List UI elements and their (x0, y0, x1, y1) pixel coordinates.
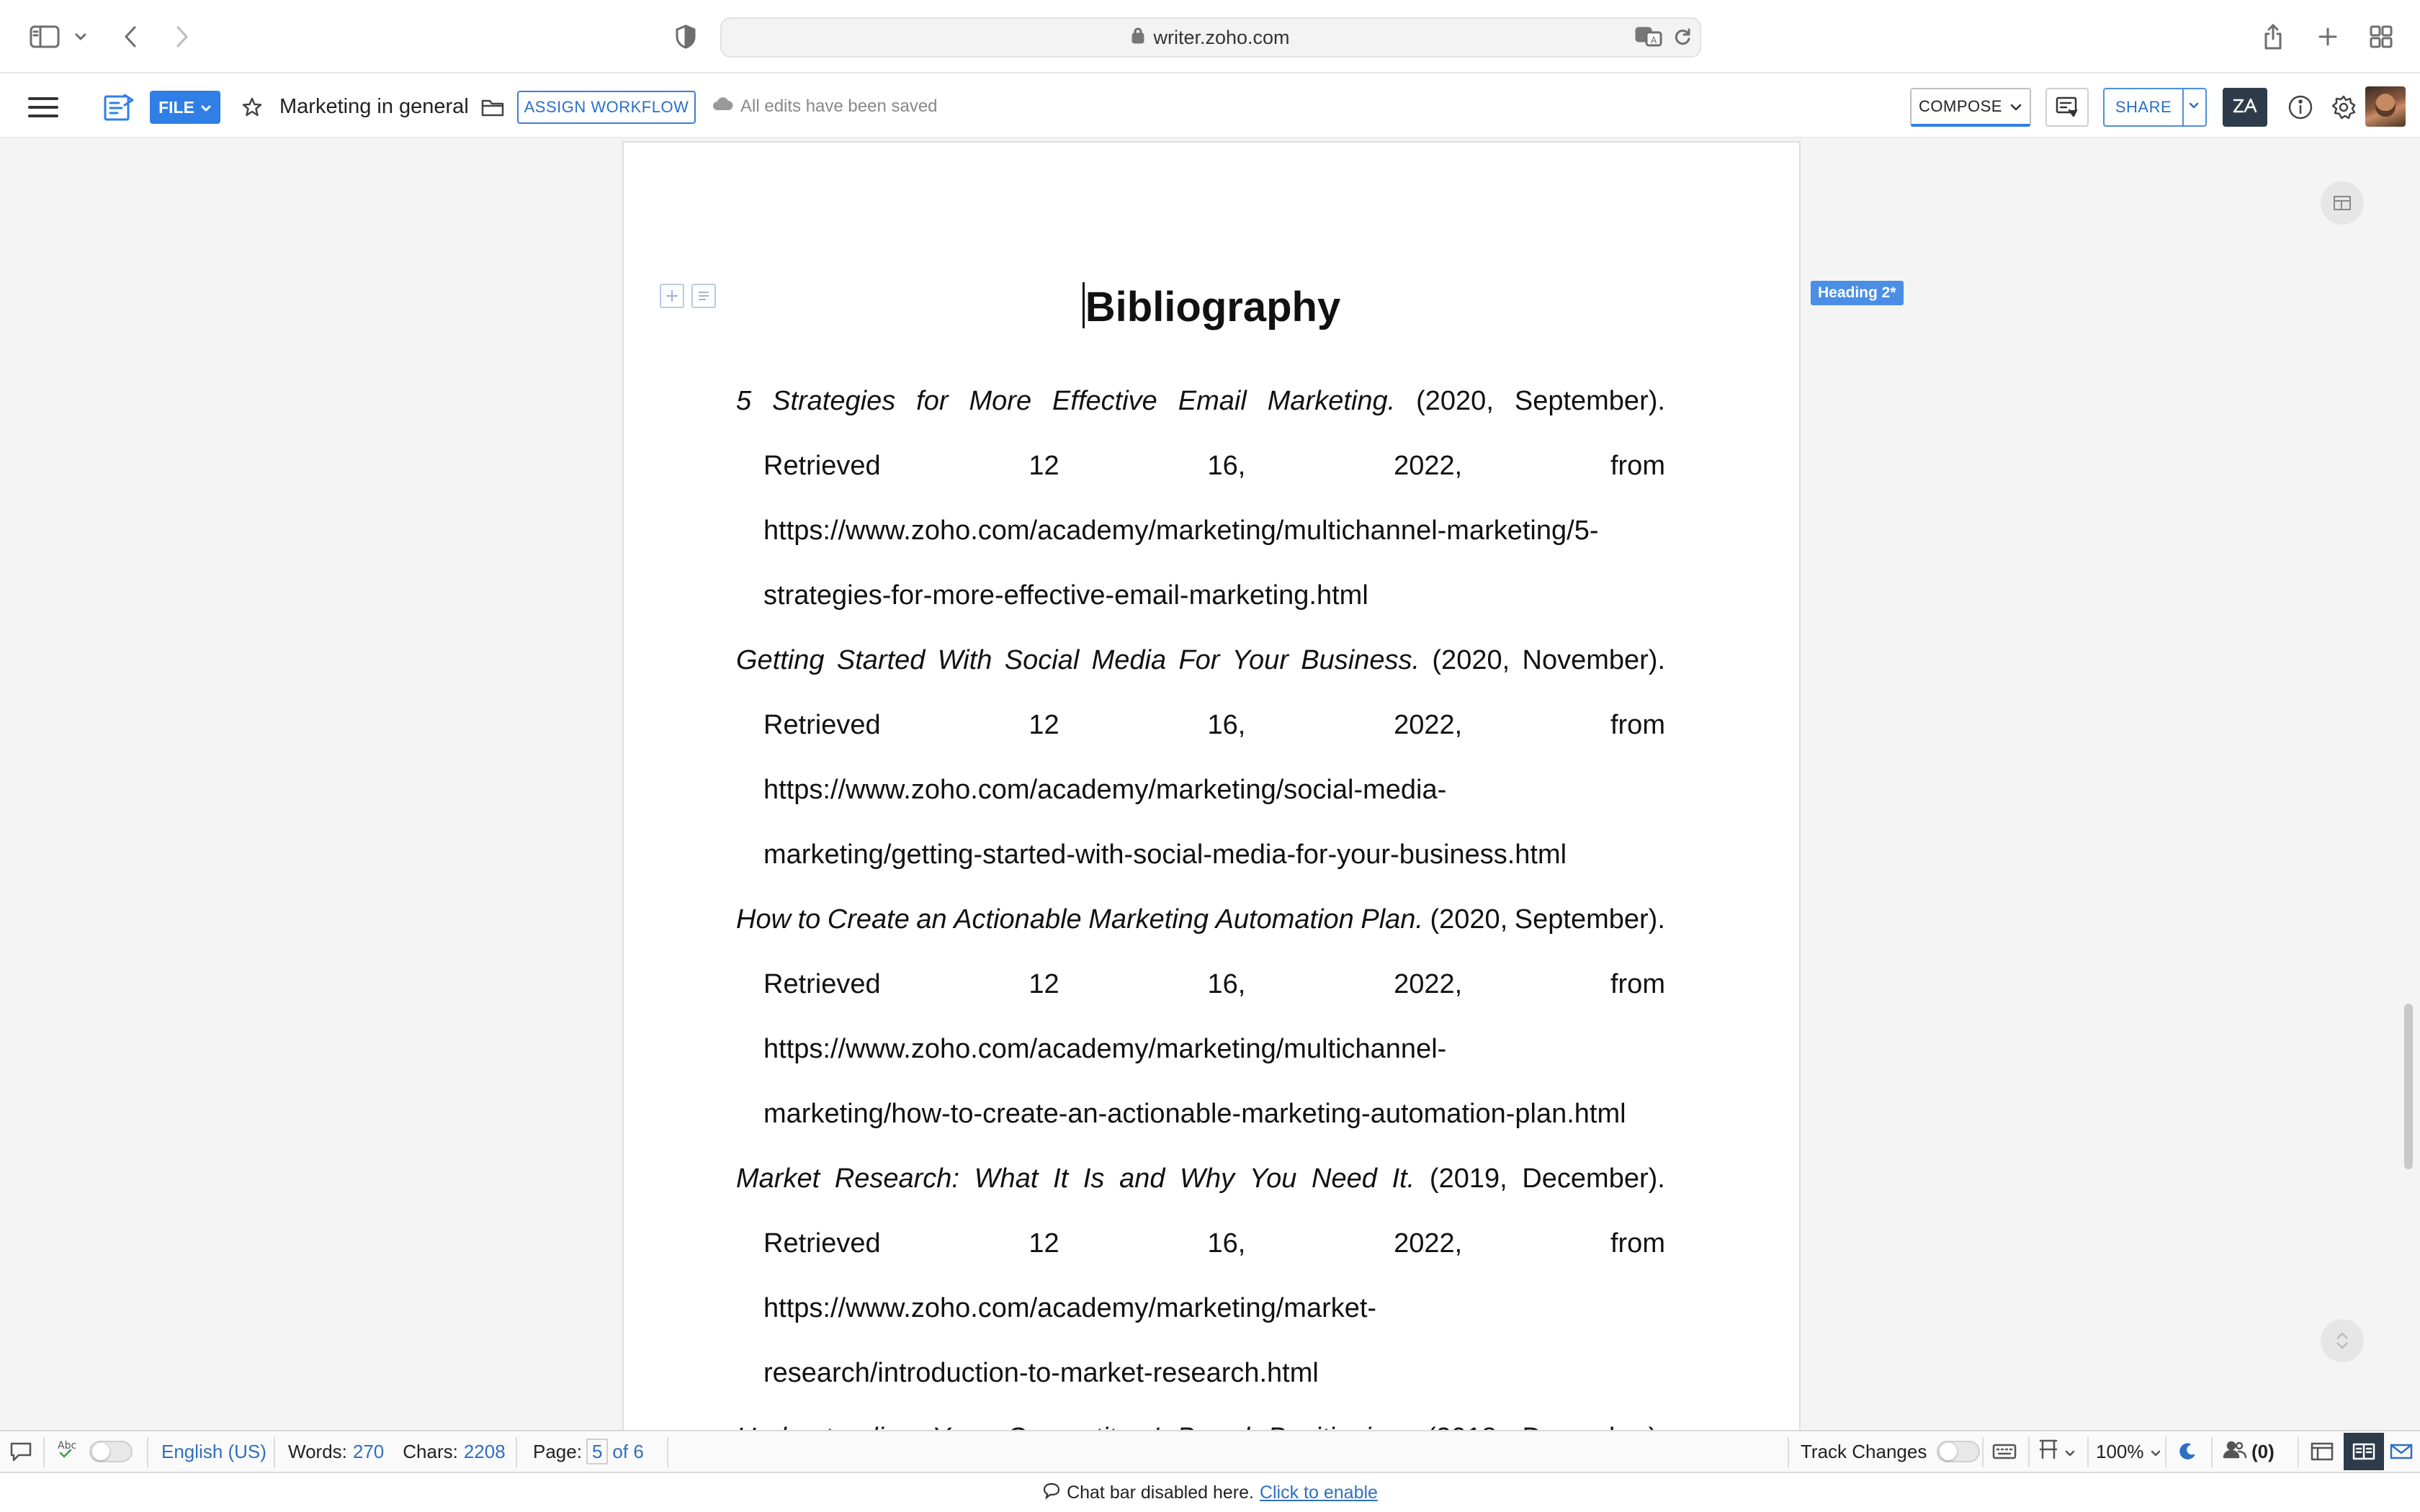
page-layout-icon (2038, 1439, 2058, 1465)
entry-retrieved-line (736, 693, 1665, 757)
word-count (288, 1431, 506, 1472)
translate-icon[interactable] (1634, 22, 1665, 52)
browser-chrome (0, 0, 2420, 73)
entry-retrieved-word: 16, (1207, 969, 1246, 999)
entry-retrieved-line (736, 952, 1665, 1017)
divider (516, 1437, 517, 1467)
entry-url: marketing/how-to-create-an-actionable-marketing-automation-plan.html (763, 1099, 1626, 1129)
document-canvas (0, 138, 2420, 1430)
bibliography-entry[interactable] (736, 1146, 1665, 1405)
svg-text:A: A (1651, 35, 1657, 45)
words-value: 270 (352, 1440, 385, 1462)
entry-title-line (736, 369, 1665, 433)
sidebar-toggle-icon[interactable] (26, 22, 63, 52)
entry-title-word: With (937, 645, 992, 675)
folder-icon[interactable] (478, 94, 507, 121)
zia-icon (2232, 96, 2258, 120)
entry-title-word: How (736, 904, 792, 935)
shield-icon[interactable] (670, 22, 702, 52)
chars-value: 2208 (463, 1440, 506, 1462)
zoom-value: 100% (2096, 1440, 2144, 1462)
entry-date-word: September). (1514, 386, 1665, 416)
entry-title-word: Market (736, 1164, 820, 1194)
page-number-input[interactable]: 5 (586, 1439, 608, 1464)
chevron-down-icon (200, 98, 212, 117)
entry-retrieved-word: Retrieved (763, 1228, 881, 1259)
save-status (712, 94, 938, 120)
document-title[interactable]: Marketing in general (279, 95, 469, 118)
entry-title-word: Is (1083, 1164, 1105, 1194)
words-label: Words: (288, 1440, 347, 1462)
tab-overview-icon[interactable] (2365, 22, 2397, 52)
text-cursor (1083, 282, 1085, 328)
assign-workflow-button[interactable]: ASSIGN WORKFLOW (517, 91, 696, 124)
entry-title-line (736, 1146, 1665, 1211)
entry-date-word: September). (1514, 904, 1665, 935)
entry-retrieved-line (736, 1211, 1665, 1276)
divider (147, 1437, 148, 1467)
entry-title-word: Email (1178, 386, 1247, 416)
entry-retrieved-word: 12 (1028, 1228, 1059, 1259)
enable-chat-link[interactable]: Click to enable (1259, 1482, 1378, 1503)
share-options-button[interactable] (2182, 88, 2207, 127)
chevron-down-icon (2009, 97, 2022, 116)
heading-text: Bibliography (1085, 284, 1341, 330)
book-view-icon[interactable] (2344, 1433, 2384, 1470)
collaborators-button[interactable] (2223, 1431, 2275, 1472)
compose-label: COMPOSE (1919, 97, 2002, 115)
entry-title-word: Need (1312, 1164, 1377, 1194)
comment-icon[interactable] (9, 1431, 33, 1472)
chevron-down-icon (2188, 101, 2200, 114)
chevron-down-icon (2150, 1441, 2161, 1463)
entry-retrieved-word: Retrieved (763, 710, 881, 740)
page-label: Page: (533, 1440, 582, 1462)
language-selector[interactable]: English (US) (161, 1440, 266, 1462)
entry-retrieved-word: 2022, (1394, 451, 1463, 481)
new-tab-icon[interactable] (2313, 22, 2342, 52)
spellcheck-switch[interactable] (89, 1441, 133, 1462)
hamburger-menu-icon[interactable] (26, 91, 60, 124)
save-status-text: All edits have been saved (740, 96, 938, 116)
entry-title-word: Marketing (1088, 904, 1209, 935)
night-mode-icon[interactable] (2177, 1431, 2197, 1472)
entry-title-word: Create (827, 904, 910, 935)
entry-title-word: Why (1180, 1164, 1235, 1194)
entry-retrieved-word: from (1610, 1228, 1665, 1259)
divider (43, 1437, 45, 1467)
file-label: FILE (158, 97, 194, 117)
entry-url: https://www.zoho.com/academy/marketing/market- (763, 1293, 1377, 1323)
divider (274, 1437, 275, 1467)
document-pane-icon[interactable] (101, 91, 137, 124)
entry-title-word: Started (836, 645, 926, 675)
divider (667, 1437, 668, 1467)
share-button[interactable]: SHARE (2103, 88, 2184, 127)
url-text: writer.zoho.com (1153, 26, 1290, 48)
share-icon[interactable] (2259, 22, 2287, 52)
document-page[interactable] (622, 141, 1801, 1509)
chat-disabled-message: Chat bar disabled here. (1067, 1482, 1254, 1503)
svg-text:Abc: Abc (58, 1439, 77, 1452)
entry-date-word: (2020, (1416, 386, 1494, 416)
entry-retrieved-word: 12 (1028, 710, 1059, 740)
entry-retrieved-word: 12 (1028, 969, 1059, 999)
keyboard-icon[interactable] (1992, 1431, 2017, 1472)
entry-retrieved-word: Retrieved (763, 451, 881, 481)
reload-icon[interactable] (1670, 22, 1695, 52)
entry-retrieved-word: from (1610, 710, 1665, 740)
forward-arrow-icon[interactable] (169, 22, 194, 52)
divider (2298, 1437, 2299, 1467)
entry-title-word: Getting (736, 645, 825, 675)
spellcheck-toggle[interactable] (56, 1431, 133, 1472)
review-icon[interactable] (2045, 88, 2089, 127)
back-arrow-icon[interactable] (118, 22, 144, 52)
zia-button[interactable] (2223, 88, 2267, 127)
entry-title-word: You (1249, 1164, 1297, 1194)
entry-retrieved-word: 16, (1207, 710, 1246, 740)
chat-icon (1042, 1482, 1061, 1504)
divider (1982, 1437, 1984, 1467)
web-view-icon[interactable] (2302, 1431, 2342, 1472)
entry-date-word: (2019, (1429, 1164, 1507, 1194)
entry-retrieved-word: from (1610, 969, 1665, 999)
status-bar (0, 1430, 2420, 1473)
entry-title-word: For (1178, 645, 1220, 675)
star-icon[interactable] (239, 94, 265, 121)
entry-retrieved-word: Retrieved (763, 969, 881, 999)
entry-title-word: Research: (834, 1164, 960, 1194)
chevron-down-icon (2064, 1441, 2076, 1463)
entry-title-word: Effective (1052, 386, 1157, 416)
entry-title-line (736, 887, 1665, 952)
entry-url: https://www.zoho.com/academy/marketing/social-media- (763, 775, 1447, 805)
address-bar[interactable] (720, 17, 1701, 58)
page-indicator (533, 1431, 644, 1472)
chevron-down-icon[interactable] (71, 22, 91, 52)
compose-button[interactable] (1910, 88, 2031, 127)
collaborators-count: (0) (2251, 1440, 2275, 1462)
entry-retrieved-word: 2022, (1394, 710, 1463, 740)
divider (1788, 1437, 1789, 1467)
bibliography-entry[interactable] (736, 369, 1665, 628)
entry-url: https://www.zoho.com/academy/marketing/multichannel-marketing/5- (763, 516, 1599, 546)
entry-title-word: Automation (1215, 904, 1354, 935)
divider (2211, 1437, 2213, 1467)
entry-date-word: (2020, (1432, 645, 1510, 675)
entry-title-word: What (974, 1164, 1039, 1194)
entry-title-word: 5 (736, 386, 752, 416)
entry-title-word: to (797, 904, 821, 935)
cloud-icon (712, 94, 733, 120)
divider (2087, 1437, 2089, 1467)
people-icon (2223, 1439, 2247, 1464)
entry-title-line (736, 628, 1665, 693)
entry-retrieved-word: 2022, (1394, 969, 1463, 999)
entry-retrieved-word: 2022, (1394, 1228, 1463, 1259)
bibliography-heading[interactable] (624, 282, 1799, 333)
entry-title-word: Media (1091, 645, 1167, 675)
track-changes-label: Track Changes (1801, 1440, 1927, 1462)
track-changes-switch[interactable] (1937, 1441, 1980, 1462)
entry-retrieved-word: 12 (1028, 451, 1059, 481)
entry-date-word: (2020, (1430, 904, 1508, 935)
chars-label: Chars: (403, 1440, 458, 1462)
entry-retrieved-word: 16, (1207, 451, 1246, 481)
bibliography-entry[interactable] (736, 628, 1665, 887)
entry-title-word: Social (1004, 645, 1080, 675)
chat-bar (0, 1473, 2420, 1512)
entry-title-word: Plan. (1361, 904, 1423, 935)
track-changes-toggle[interactable] (1801, 1431, 1980, 1472)
page-layout-selector[interactable] (2038, 1431, 2076, 1472)
vertical-scrollbar[interactable] (2404, 1004, 2413, 1169)
entry-retrieved-line (736, 433, 1665, 498)
app-toolbar (0, 73, 2420, 138)
entry-url: strategies-for-more-effective-email-marketing.html (763, 580, 1368, 611)
entry-url: marketing/getting-started-with-social-media-for-your-business.html (763, 840, 1567, 870)
spellcheck-icon (56, 1439, 82, 1465)
heading-style-tag[interactable]: Heading 2* (1811, 281, 1904, 305)
entry-title-word: It. (1392, 1164, 1415, 1194)
entry-title-word: an (916, 904, 947, 935)
entry-title-word: Business. (1301, 645, 1420, 675)
entry-title-word: and (1119, 1164, 1165, 1194)
entry-retrieved-word: from (1610, 451, 1665, 481)
entry-title-word: Strategies (772, 386, 896, 416)
entry-date-word: November). (1522, 645, 1665, 675)
entry-url: https://www.zoho.com/academy/marketing/multichannel- (763, 1034, 1447, 1064)
bibliography-entry[interactable] (736, 887, 1665, 1146)
entry-retrieved-word: 16, (1207, 1228, 1246, 1259)
info-icon[interactable] (2283, 91, 2318, 124)
zoom-selector[interactable] (2096, 1431, 2161, 1472)
references-list[interactable] (736, 369, 1665, 1470)
file-menu-button[interactable] (150, 91, 220, 124)
layout-icon[interactable] (2321, 181, 2364, 225)
scroll-nav-icon[interactable] (2321, 1319, 2364, 1362)
entry-date-word: December). (1522, 1164, 1665, 1194)
entry-url: research/introduction-to-market-research.html (763, 1358, 1319, 1388)
page-total: of 6 (612, 1440, 644, 1462)
lock-icon (1131, 27, 1144, 49)
entry-title-word: It (1053, 1164, 1069, 1194)
gear-icon[interactable] (2326, 91, 2361, 124)
entry-title-word: for (916, 386, 949, 416)
entry-title-word: Your (1232, 645, 1289, 675)
avatar[interactable] (2365, 86, 2406, 127)
mail-icon[interactable] (2385, 1431, 2417, 1472)
entry-title-word: Actionable (954, 904, 1082, 935)
divider (2028, 1437, 2030, 1467)
divider (2165, 1437, 2166, 1467)
entry-title-word: Marketing. (1267, 386, 1396, 416)
entry-title-word: More (969, 386, 1032, 416)
